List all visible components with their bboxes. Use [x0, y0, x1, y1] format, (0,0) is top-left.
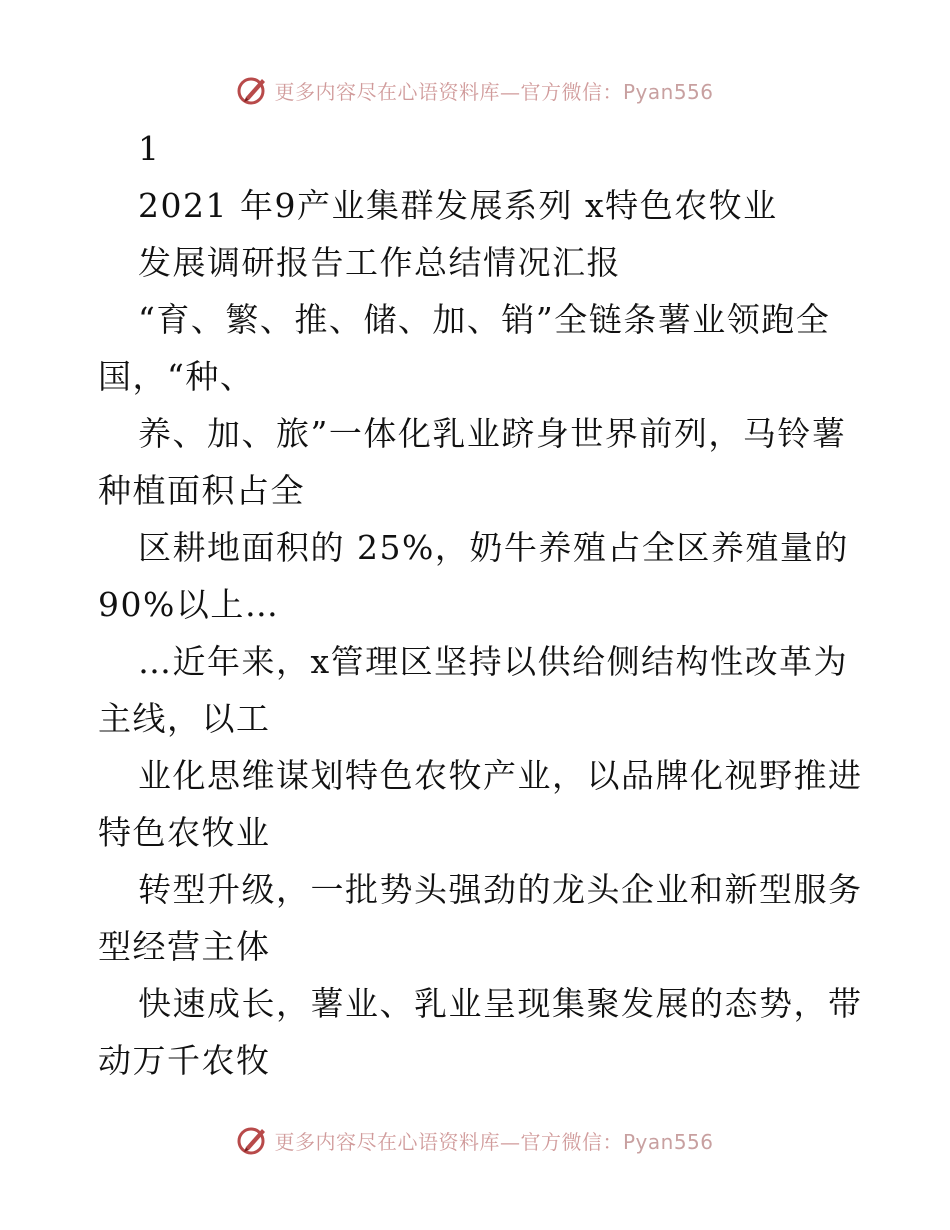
text-line: 2021 年9产业集群发展系列 x特色农牧业	[138, 186, 778, 225]
text-line: 动万千农牧	[98, 1041, 271, 1080]
text-line: 特色农牧业	[98, 813, 271, 852]
text-line: “育、繁、推、储、加、销”全链条薯业领跑全	[138, 300, 831, 339]
watermark-text: 更多内容尽在心语资料库—官方微信：Pyan556	[274, 1129, 714, 1154]
text-line: 快速成长，薯业、乳业呈现集聚发展的态势，带	[138, 984, 863, 1023]
pen-logo-icon	[236, 73, 270, 107]
text-line: 转型升级，一批势头强劲的龙头企业和新型服务	[138, 870, 863, 909]
text-line: 业化思维谋划特色农牧产业，以品牌化视野推进	[138, 756, 863, 795]
text-line: 主线，以工	[98, 699, 271, 738]
text-line: 90%以上…	[98, 585, 280, 624]
text-line: 发展调研报告工作总结情况汇报	[138, 243, 621, 282]
text-line: 养、加、旅”一体化乳业跻身世界前列，马铃薯	[138, 414, 847, 453]
text-line: …近年来，x管理区坚持以供给侧结构性改革为	[138, 642, 849, 681]
text-line: 种植面积占全	[98, 471, 305, 510]
header-watermark	[0, 70, 950, 110]
document-body	[98, 120, 863, 1089]
text-line: 1	[138, 129, 161, 168]
watermark-text: 更多内容尽在心语资料库—官方微信：Pyan556	[274, 79, 714, 104]
text-line: 区耕地面积的 25%，奶牛养殖占全区养殖量的	[138, 528, 849, 567]
text-line: 型经营主体	[98, 927, 271, 966]
pen-logo-icon	[236, 1123, 270, 1157]
text-line: 国，“种、	[98, 357, 255, 396]
footer-watermark	[0, 1120, 950, 1160]
